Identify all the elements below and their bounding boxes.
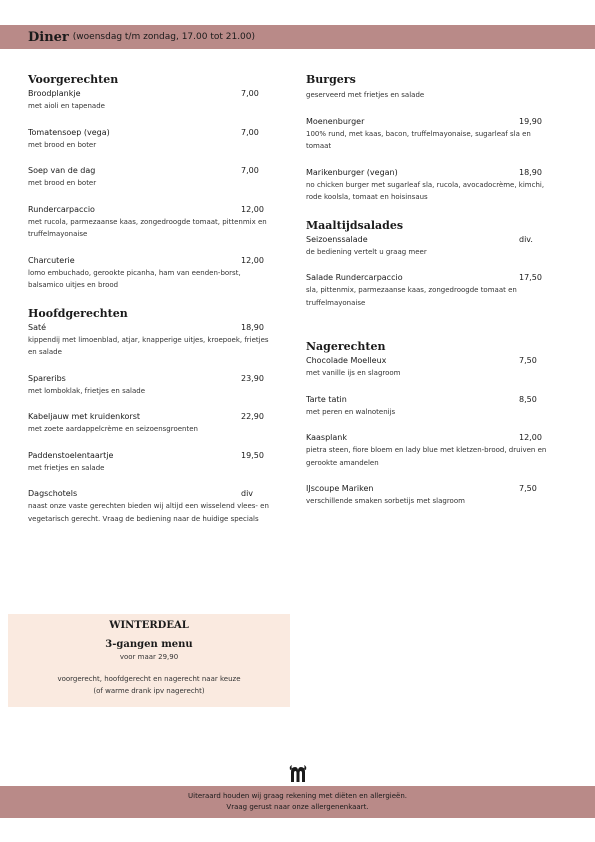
item-name: Seizoenssalade [306, 234, 368, 244]
allergy-note-line-2: Vraag gerust naar onze allergenenkaart. [226, 803, 369, 811]
winterdeal-box [8, 614, 290, 707]
section-intro: geserveerd met frietjes en salade [306, 91, 425, 99]
item-price: div [241, 489, 254, 498]
item-name: Dagschotels [28, 489, 78, 498]
item-price: 7,50 [519, 484, 537, 493]
allergy-note-line-1: Uiteraard houden wij graag rekening met diëten en allergieën. [188, 792, 407, 800]
item-name: Rundercarpaccio [28, 204, 95, 214]
menu-item [306, 272, 551, 309]
item-name: Kaasplank [306, 433, 347, 442]
menu-item [306, 355, 551, 380]
item-name: Tarte tatin [306, 394, 347, 404]
item-description: met brood en boter [28, 179, 97, 187]
item-name: Charcuterie [28, 255, 75, 265]
menu-item [306, 234, 551, 259]
menu-hours: (woensdag t/m zondag, 17.00 tot 21.00) [72, 32, 256, 42]
item-price: 7,00 [241, 166, 259, 175]
right-column [306, 72, 551, 522]
menu-item [306, 394, 551, 419]
item-price: 23,90 [241, 373, 264, 383]
deal-line-1: voorgerecht, hoofdgerecht en nagerecht naar keuze [57, 675, 241, 683]
menu-item [28, 88, 273, 113]
item-description: no chicken burger met sugarleaf sla, rucola, avocadocrème, kimchi, rode koolsla, tomaat en hoisinsaus [306, 180, 545, 201]
item-description: naast onze vaste gerechten bieden wij altijd een wisselend vlees- en vegetarisch gerecht. Vraag de bediening naar de huidige specials [28, 502, 269, 523]
horned-m-logo-icon [288, 764, 308, 784]
item-name: Salade Rundercarpaccio [306, 273, 403, 282]
item-price: 19,50 [241, 450, 264, 460]
item-description: met rucola, parmezaanse kaas, zongedroogde tomaat, pittenmix en truffelmayonaise [28, 217, 267, 238]
item-price: 12,00 [241, 255, 264, 265]
item-description: verschillende smaken sorbetijs met slagroom [306, 497, 465, 505]
menu-item [28, 450, 273, 475]
item-name: Kabeljauw met kruidenkorst [28, 412, 141, 421]
section-heading-maaltijdsalades: Maaltijdsalades [306, 218, 404, 232]
section-heading-nagerechten: Nagerechten [306, 340, 386, 353]
menu-item [28, 411, 273, 436]
item-description: 100% rund, met kaas, bacon, truffelmayonaise, sugarleaf sla en tomaat [306, 129, 531, 150]
item-description: lomo embuchado, gerookte picanha, ham van eenden-borst, balsamico uitjes en brood [28, 268, 241, 289]
left-column [28, 72, 273, 539]
deal-title: WINTERDEAL [109, 620, 189, 631]
item-name: Tomatensoep (vega) [28, 127, 110, 137]
item-name: Soep van de dag [28, 166, 96, 175]
menu-title: Diner [28, 29, 69, 45]
item-description: kippendij met limoenblad, atjar, knapperige uitjes, kroepoek, frietjes en salade [28, 335, 269, 356]
item-description: met frietjes en salade [28, 463, 105, 472]
section-heading-hoofdgerechten: Hoofdgerechten [28, 306, 128, 320]
menu-item [306, 432, 551, 469]
item-name: Spareribs [28, 373, 66, 383]
item-description: pietra steen, fiore bloem en lady blue met kletzen-brood, druiven en gerookte amandelen [306, 446, 547, 467]
item-description: sla, pittenmix, parmezaanse kaas, zongedroogde tomaat en truffelmayonaise [306, 286, 517, 307]
item-price: 7,00 [241, 89, 259, 98]
menu-item [306, 116, 551, 153]
item-name: Marikenburger (vegan) [306, 167, 398, 177]
menu-item [28, 322, 273, 359]
item-price: 17,50 [519, 273, 542, 282]
item-description: met lomboklak, frietjes en salade [28, 386, 146, 395]
item-name: Saté [28, 322, 47, 332]
item-price: 18,90 [519, 167, 542, 177]
item-price: 7,00 [241, 127, 259, 137]
menu-item [306, 483, 551, 508]
item-description: met zoete aardappelcrème en seizoensgroenten [28, 425, 198, 433]
item-price: 12,00 [241, 204, 264, 214]
menu-item [28, 204, 273, 241]
deal-price: voor maar 29,90 [119, 653, 179, 661]
menu-item [28, 488, 273, 525]
item-price: div. [519, 234, 533, 244]
item-description: de bediening vertelt u graag meer [306, 247, 427, 256]
item-price: 7,50 [519, 356, 537, 365]
item-description: met brood en boter [28, 140, 97, 149]
item-price: 19,90 [519, 116, 542, 126]
item-price: 8,50 [519, 394, 537, 404]
menu-item [306, 167, 551, 204]
item-name: Chocolade Moelleux [306, 356, 387, 365]
item-description: met aioli en tapenade [28, 102, 105, 110]
section-heading-voorgerechten: Voorgerechten [28, 73, 119, 86]
item-name: Broodplankje [28, 89, 81, 98]
item-name: Paddenstoelentaartje [28, 450, 114, 460]
menu-item [28, 165, 273, 190]
section-heading-burgers: Burgers [306, 73, 356, 86]
footer-bar [0, 786, 595, 818]
deal-line-2: (of warme drank ipv nagerecht) [93, 687, 205, 695]
deal-subtitle: 3-gangen menu [105, 639, 193, 650]
header-bar [0, 25, 595, 49]
item-description: met peren en walnotenijs [306, 407, 396, 416]
menu-item [28, 373, 273, 398]
item-name: Moenenburger [306, 116, 365, 126]
item-name: IJscoupe Mariken [306, 484, 374, 493]
item-price: 12,00 [519, 433, 542, 442]
menu-item [28, 127, 273, 152]
menu-item [28, 255, 273, 292]
item-description: met vanille ijs en slagroom [306, 369, 401, 377]
item-price: 18,90 [241, 322, 264, 332]
item-price: 22,90 [241, 412, 264, 421]
